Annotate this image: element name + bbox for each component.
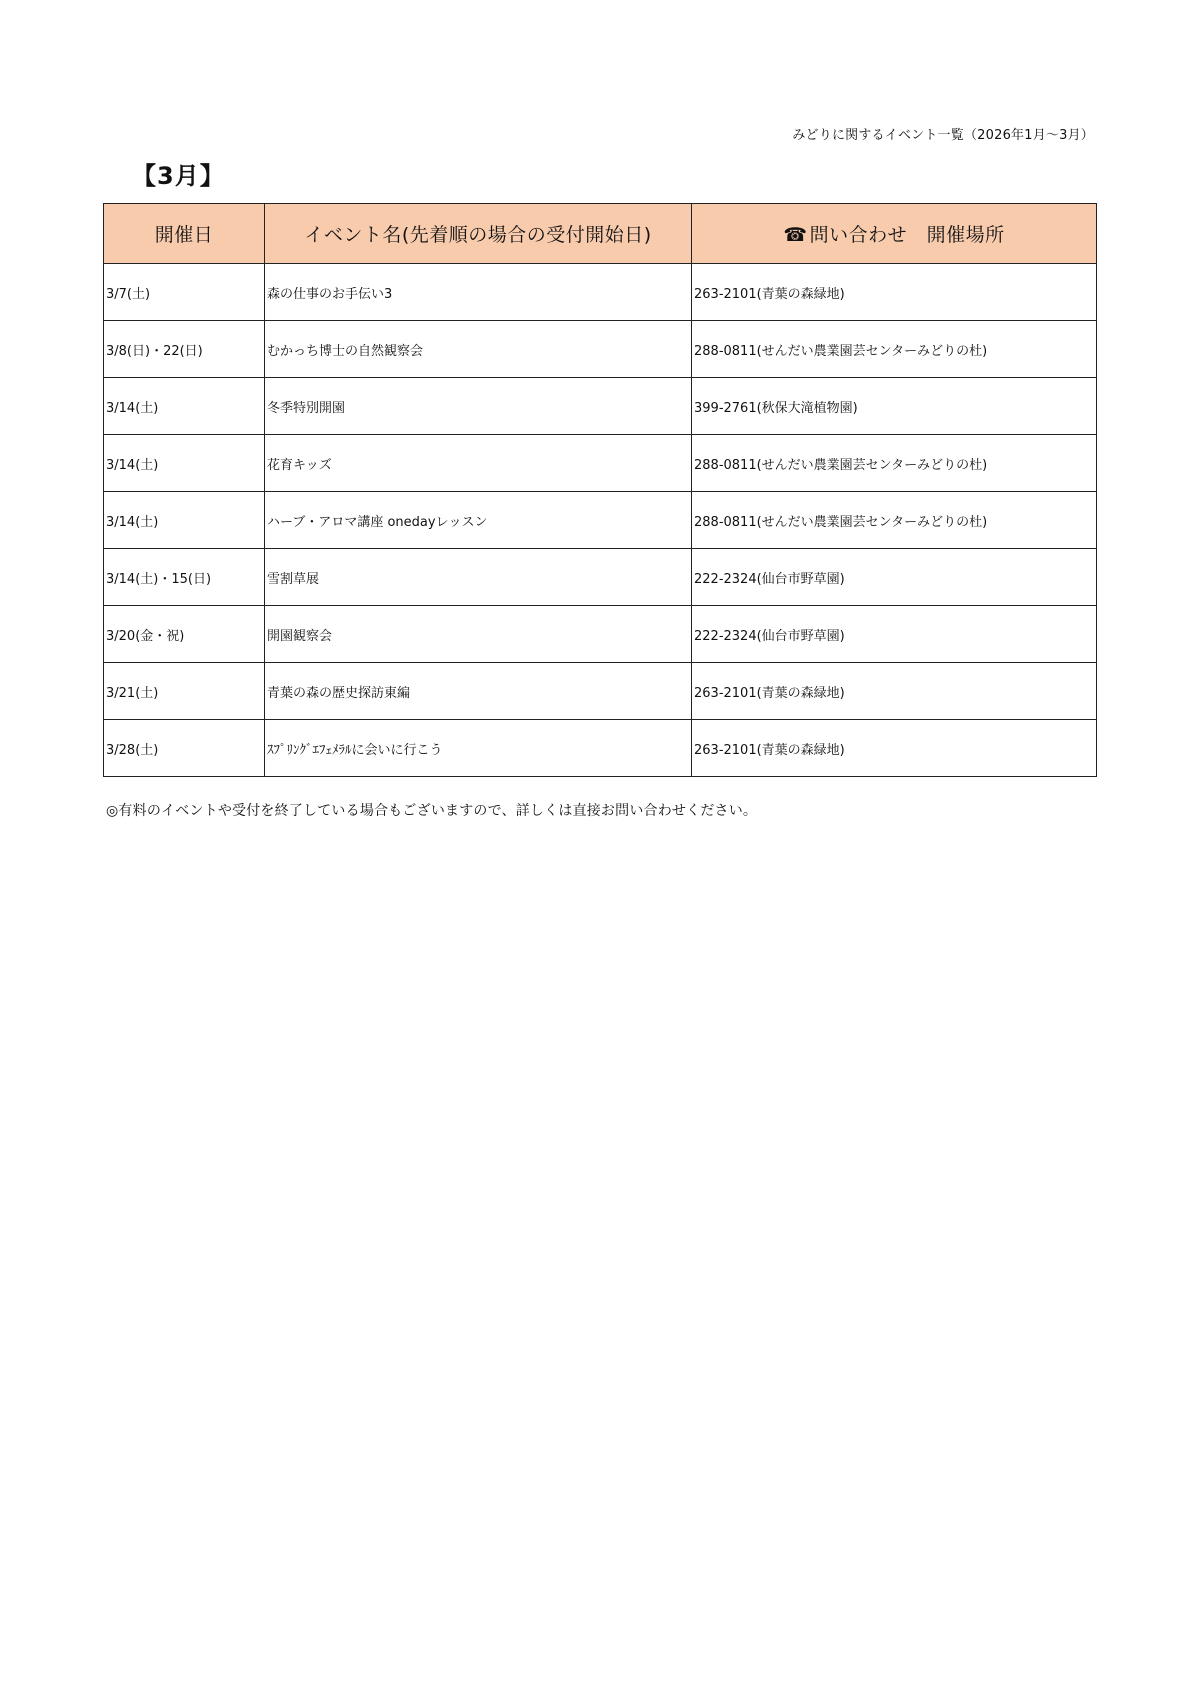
event-name: 青葉の森の歴史探訪東編 [265, 663, 692, 720]
event-contact: 263-2101(青葉の森緑地) [692, 264, 1097, 321]
table-row [104, 321, 1097, 378]
event-date: 3/21(土) [104, 663, 265, 720]
event-date: 3/28(土) [104, 720, 265, 777]
event-date: 3/14(土) [104, 378, 265, 435]
table-row [104, 720, 1097, 777]
event-name: 雪割草展 [265, 549, 692, 606]
event-date: 3/14(土) [104, 435, 265, 492]
event-name: 冬季特別開園 [265, 378, 692, 435]
table-row [104, 492, 1097, 549]
document-title: みどりに関するイベント一覧（2026年1月～3月） [792, 128, 1094, 143]
footnote: ◎有料のイベントや受付を終了している場合もございますので、詳しくは直接お問い合わせください。 [106, 803, 758, 819]
event-name: 開園観察会 [265, 606, 692, 663]
event-contact: 263-2101(青葉の森緑地) [692, 663, 1097, 720]
table-row [104, 606, 1097, 663]
event-name: ｽﾌﾟﾘﾝｸﾞｴﾌｪﾒﾗﾙに会いに行こう [265, 720, 692, 777]
event-date: 3/14(土)・15(日) [104, 549, 265, 606]
event-name: 森の仕事のお手伝い3 [265, 264, 692, 321]
column-header-contact [692, 204, 1097, 264]
table-row [104, 264, 1097, 321]
event-contact: 222-2324(仙台市野草園) [692, 606, 1097, 663]
table-row [104, 549, 1097, 606]
event-date: 3/7(土) [104, 264, 265, 321]
event-contact: 288-0811(せんだい農業園芸センターみどりの杜) [692, 492, 1097, 549]
event-name: 花育キッズ [265, 435, 692, 492]
table-row [104, 663, 1097, 720]
table-row [104, 435, 1097, 492]
event-name: むかっち博士の自然観察会 [265, 321, 692, 378]
table-header-row [104, 204, 1097, 264]
event-contact: 399-2761(秋保大滝植物園) [692, 378, 1097, 435]
event-date: 3/20(金・祝) [104, 606, 265, 663]
event-contact: 263-2101(青葉の森緑地) [692, 720, 1097, 777]
column-header-date: 開催日 [104, 204, 265, 264]
event-table [103, 203, 1097, 777]
table-row [104, 378, 1097, 435]
month-heading: 【3月】 [132, 162, 225, 190]
event-contact: 288-0811(せんだい農業園芸センターみどりの杜) [692, 321, 1097, 378]
event-date: 3/14(土) [104, 492, 265, 549]
event-contact: 222-2324(仙台市野草園) [692, 549, 1097, 606]
column-header-event: イベント名(先着順の場合の受付開始日) [265, 204, 692, 264]
event-contact: 288-0811(せんだい農業園芸センターみどりの杜) [692, 435, 1097, 492]
phone-icon: ☎ [783, 224, 808, 246]
event-name: ハーブ・アロマ講座 onedayレッスン [265, 492, 692, 549]
column-header-contact-label: 問い合わせ 開催場所 [809, 224, 1005, 246]
event-date: 3/8(日)・22(日) [104, 321, 265, 378]
